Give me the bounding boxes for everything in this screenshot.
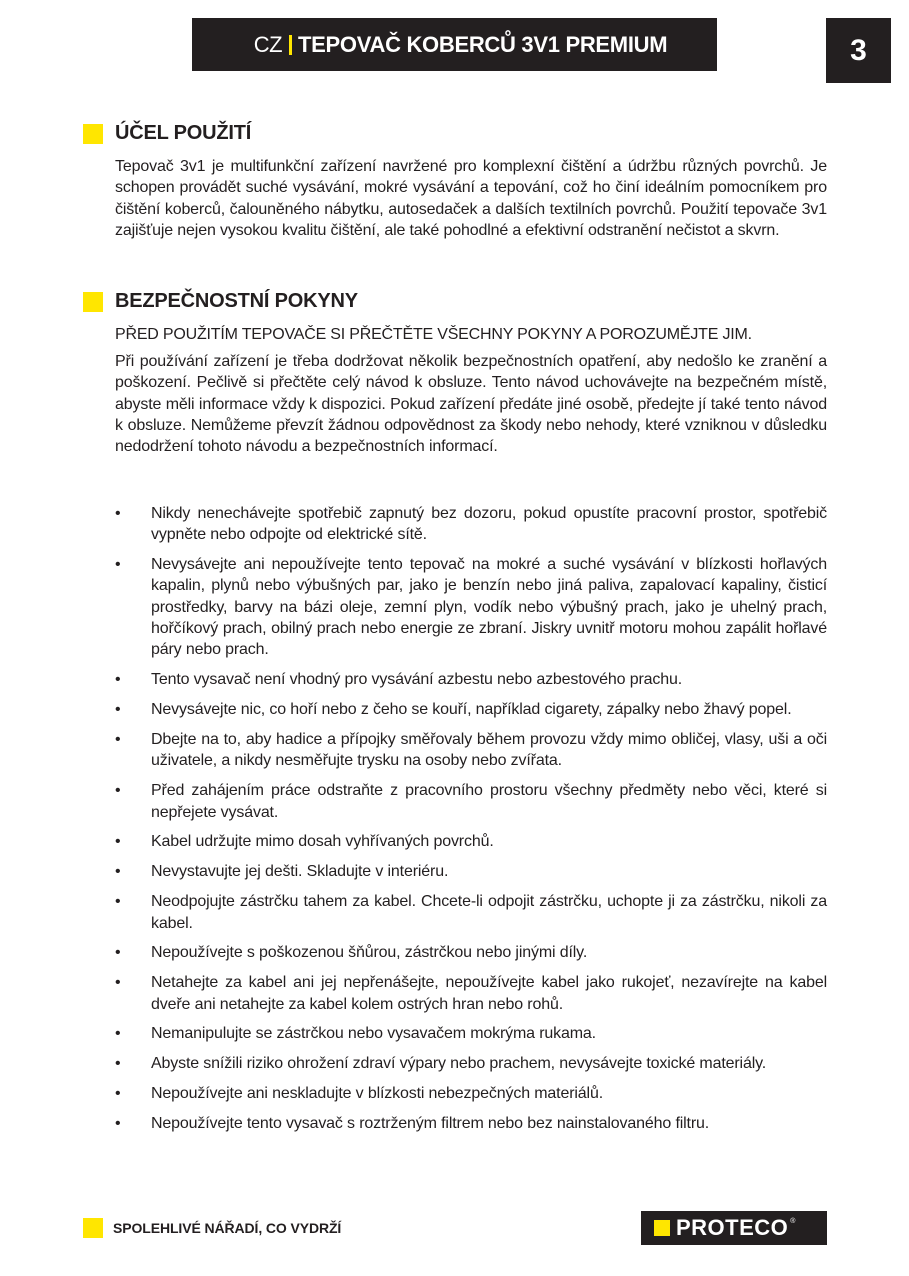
bullet-icon: •: [115, 671, 121, 689]
safety-paragraph: Při používání zařízení je třeba dodržovat několik bezpečnostních opatření, aby nedošlo ke zranění a poškození. Pečlivě si přečtěte celý návod k obsluze. Tento návod uchovávejte na bezpečném místě, abyste měli informace vždy k dispozici. Pokud zařízení předáte jiné osobě, předejte jí také tento návod k obsluze. Nemůžeme převzít žádnou odpovědnost za škody nebo nehody, které vzniknou v důsledku nedodržení tohoto návodu a bezpečnostních informací.: [115, 353, 827, 456]
list-item: • Netahejte za kabel ani jej nepřenášejte, nepoužívejte kabel jako rukojeť, nezavírejte na kabel dveře ani netahejte za kabel kolem ostrých hran nebo rohů.: [115, 974, 827, 1013]
proteco-logo: [641, 1211, 827, 1245]
safety-bullet-list: [115, 503, 827, 1143]
document-title-bar: [192, 18, 717, 71]
bullet-icon: •: [115, 782, 121, 800]
section-heading-safety: [83, 290, 358, 313]
list-item: • Před zahájením práce odstraňte z pracovního prostoru všechny předměty nebo věci, které si nepřejete vysávat.: [115, 782, 827, 821]
list-item: • Nemanipulujte se zástrčkou nebo vysavačem mokrýma rukama.: [115, 1023, 827, 1044]
list-item: • Kabel udržujte mimo dosah vyhřívaných povrchů.: [115, 831, 827, 852]
bullet-icon: •: [115, 1055, 121, 1073]
list-item: • Nikdy nenechávejte spotřebič zapnutý bez dozoru, pokud opustíte pracovní prostor, spotřebič vypněte nebo odpojte od elektrické sítě.: [115, 505, 827, 544]
list-item: • Tento vysavač není vhodný pro vysávání azbestu nebo azbestového prachu.: [115, 669, 827, 690]
list-item: • Dbejte na to, aby hadice a přípojky směřovaly během provozu vždy mimo obličej, vlasy, uši a oči uživatele, a nikdy nesměřujte trysku na osoby nebo zvířata.: [115, 731, 827, 770]
bullet-icon: •: [115, 1025, 121, 1043]
bullet-icon: •: [115, 505, 121, 522]
language-code: CZ: [253, 31, 283, 57]
bullet-icon: •: [115, 833, 121, 851]
section-heading-purpose: [83, 122, 251, 145]
list-item: • Nepoužívejte ani neskladujte v blízkosti nebezpečných materiálů.: [115, 1083, 827, 1104]
footer-slogan: [83, 1218, 341, 1238]
yellow-square-icon: [83, 1218, 103, 1238]
logo-square-icon: [654, 1220, 670, 1236]
page-number: 3: [826, 18, 891, 83]
list-item: • Nepoužívejte s poškozenou šňůrou, zástrčkou nebo jinými díly.: [115, 942, 827, 963]
section-title: BEZPEČNOSTNÍ POKYNY: [115, 290, 358, 312]
bullet-icon: •: [115, 701, 121, 719]
yellow-square-icon: [83, 292, 103, 312]
section-title: ÚČEL POUŽITÍ: [115, 122, 252, 144]
registered-mark: ®: [790, 1217, 796, 1225]
list-item: • Nevysávejte ani nepoužívejte tento tepovač na mokré a suché vysávání v blízkosti hořlavých kapalin, plynů nebo výbušných par, jako je benzín nebo jiná paliva, zapalovací kapaliny, čisticí prostředky, barvy na bázi oleje, zemní plyn, vodík nebo výbušný prach, jako je uhelný prach, hořčíkový prach, obilný prach nebo energie ze zbraní. Jiskry uvnitř motoru mohou zapálit hořlavé páry nebo prach.: [115, 556, 827, 659]
list-item: • Neodpojujte zástrčku tahem za kabel. Chcete-li odpojit zástrčku, uchopte ji za zástrčku, nikoli za kabel.: [115, 893, 827, 932]
slogan-text: SPOLEHLIVÉ NÁŘADÍ, CO VYDRŽÍ: [113, 1220, 342, 1236]
bullet-icon: •: [115, 944, 121, 962]
logo-text: PROTECO: [676, 1215, 789, 1240]
document-title: TEPOVAČ KOBERCŮ 3V1 PREMIUM: [298, 31, 668, 57]
bullet-icon: •: [115, 556, 121, 574]
list-item: • Nevysávejte nic, co hoří nebo z čeho se kouří, například cigarety, zápalky nebo žhavý popel.: [115, 699, 827, 720]
safety-subheading: PŘED POUŽITÍM TEPOVAČE SI PŘEČTĚTE VŠECHNY POKYNY A POROZUMĚJTE JIM.: [115, 326, 752, 343]
bullet-icon: •: [115, 974, 121, 992]
title-separator: [289, 35, 292, 55]
list-item: • Nevystavujte jej dešti. Skladujte v interiéru.: [115, 861, 827, 882]
bullet-icon: •: [115, 1115, 121, 1133]
bullet-icon: •: [115, 1085, 121, 1103]
bullet-icon: •: [115, 863, 121, 881]
list-item: • Nepoužívejte tento vysavač s roztrženým filtrem nebo bez nainstalovaného filtru.: [115, 1113, 827, 1134]
yellow-square-icon: [83, 124, 103, 144]
bullet-icon: •: [115, 893, 121, 911]
purpose-paragraph: Tepovač 3v1 je multifunkční zařízení navržené pro komplexní čištění a údržbu různých povrchů. Je schopen provádět suché vysávání, mokré vysávání a tepování, což ho činí ideálním pomocníkem pro čištění koberců, čalouněného nábytku, autosedaček a dalších textilních povrchů. Použití tepovače 3v1 zajišťuje nejen vysokou kvalitu čištění, ale také pohodlné a efektivní odstranění nečistot a skvrn.: [115, 158, 827, 239]
bullet-icon: •: [115, 731, 121, 749]
list-item: • Abyste snížili riziko ohrožení zdraví výpary nebo prachem, nevysávejte toxické materiály.: [115, 1053, 827, 1074]
